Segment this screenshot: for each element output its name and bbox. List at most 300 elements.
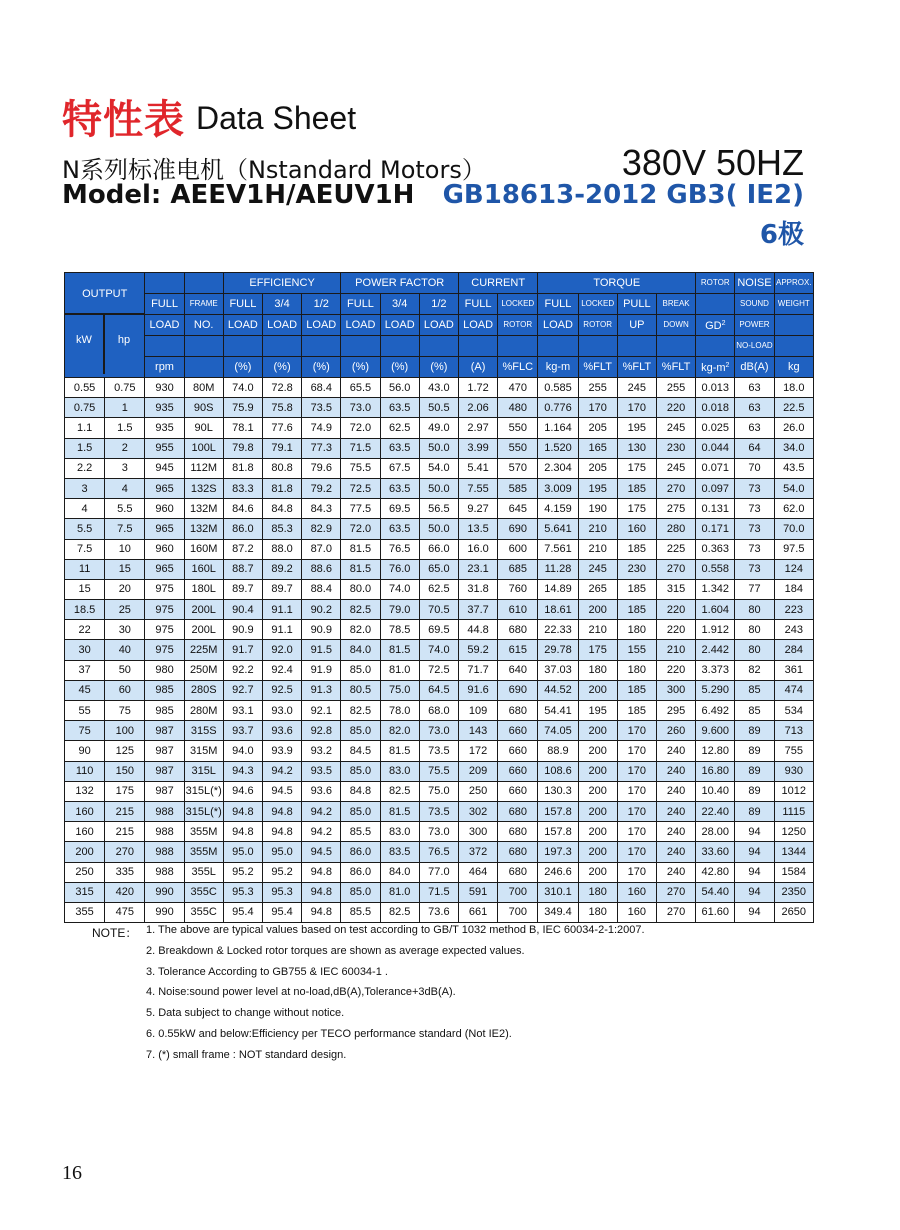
table-cell: 30 <box>65 640 105 660</box>
table-cell: 0.097 <box>696 478 735 498</box>
table-cell: 75 <box>105 701 145 721</box>
table-cell: 215 <box>105 801 145 821</box>
table-cell: 16.0 <box>458 539 497 559</box>
table-cell: 68.4 <box>302 378 341 398</box>
header-down: DOWN <box>656 315 695 336</box>
table-cell: 76.5 <box>380 539 419 559</box>
header-blank <box>774 336 813 357</box>
table-cell: 18.61 <box>538 600 578 620</box>
table-cell: 125 <box>105 741 145 761</box>
table-cell: 172 <box>458 741 497 761</box>
table-cell: 0.55 <box>65 378 105 398</box>
table-cell: 990 <box>145 902 184 922</box>
note-item: 7. (*) small frame : NOT standard design. <box>146 1048 347 1061</box>
table-cell: 88.9 <box>538 741 578 761</box>
table-cell: 4 <box>105 478 145 498</box>
table-cell: 93.5 <box>302 761 341 781</box>
unit-hp: hp <box>117 334 131 346</box>
table-cell: 170 <box>617 781 656 801</box>
table-cell: 95.4 <box>223 902 262 922</box>
table-row <box>65 398 814 418</box>
notes-list <box>146 924 645 1070</box>
table-cell: 220 <box>656 398 695 418</box>
table-cell: 80 <box>735 640 774 660</box>
table-cell: 265 <box>578 579 617 599</box>
table-cell: 132S <box>184 478 223 498</box>
table-cell: 155 <box>617 640 656 660</box>
table-cell: 987 <box>145 721 184 741</box>
table-cell: 49.0 <box>419 418 458 438</box>
table-cell: 94.8 <box>302 882 341 902</box>
table-cell: 73.0 <box>341 398 380 418</box>
header-blank <box>656 336 695 357</box>
table-cell: 980 <box>145 660 184 680</box>
table-cell: 87.0 <box>302 539 341 559</box>
table-cell: 955 <box>145 438 184 458</box>
kgm2-superscript: 2 <box>725 362 730 369</box>
table-cell: 760 <box>498 579 538 599</box>
table-cell: 184 <box>774 579 813 599</box>
table-cell: 275 <box>656 499 695 519</box>
table-cell: 73.5 <box>302 398 341 418</box>
table-cell: 960 <box>145 499 184 519</box>
table-cell: 300 <box>656 680 695 700</box>
table-cell: 13.5 <box>458 519 497 539</box>
table-cell: 209 <box>458 761 497 781</box>
table-cell: 43.5 <box>774 458 813 478</box>
table-cell: 945 <box>145 458 184 478</box>
output-divider <box>64 313 144 315</box>
table-cell: 200L <box>184 600 223 620</box>
table-cell: 355M <box>184 842 223 862</box>
table-cell: 64.5 <box>419 680 458 700</box>
table-cell: 2.97 <box>458 418 497 438</box>
table-cell: 300 <box>458 822 497 842</box>
table-cell: 83.5 <box>380 842 419 862</box>
table-row <box>65 458 814 478</box>
table-row <box>65 781 814 801</box>
table-cell: 50.0 <box>419 519 458 539</box>
table-cell: 93.2 <box>302 741 341 761</box>
table-cell: 84.3 <box>302 499 341 519</box>
table-cell: 79.1 <box>262 438 301 458</box>
table-cell: 81.5 <box>380 801 419 821</box>
table-row <box>65 519 814 539</box>
table-cell: 90 <box>65 741 105 761</box>
table-cell: 255 <box>656 378 695 398</box>
table-cell: 1584 <box>774 862 813 882</box>
table-cell: 85.0 <box>341 721 380 741</box>
table-cell: 1.5 <box>65 438 105 458</box>
table-cell: 91.9 <box>302 660 341 680</box>
table-cell: 600 <box>498 539 538 559</box>
table-cell: 94.5 <box>302 842 341 862</box>
table-cell: 63 <box>735 418 774 438</box>
table-row <box>65 418 814 438</box>
table-cell: 95.0 <box>262 842 301 862</box>
table-cell: 75.9 <box>223 398 262 418</box>
table-cell: 240 <box>656 801 695 821</box>
table-cell: 93.9 <box>262 741 301 761</box>
header-rotor: ROTOR <box>696 273 735 294</box>
table-cell: 71.7 <box>458 660 497 680</box>
table-cell: 210 <box>578 519 617 539</box>
table-cell: 74.0 <box>419 640 458 660</box>
table-cell: 185 <box>617 478 656 498</box>
table-cell: 7.5 <box>105 519 145 539</box>
header-blank <box>223 336 262 357</box>
table-row <box>65 499 814 519</box>
table-cell: 355C <box>184 902 223 922</box>
table-cell: 470 <box>498 378 538 398</box>
table-cell: 71.5 <box>341 438 380 458</box>
table-cell: 67.5 <box>380 458 419 478</box>
table-cell: 985 <box>145 701 184 721</box>
table-cell: 200 <box>578 822 617 842</box>
table-cell: 62.5 <box>380 418 419 438</box>
table-cell: 56.0 <box>380 378 419 398</box>
table-cell: 180 <box>617 620 656 640</box>
table-cell: 83.3 <box>223 478 262 498</box>
table-row <box>65 660 814 680</box>
unit-flt: %FLT <box>656 357 695 378</box>
table-cell: 180 <box>617 660 656 680</box>
table-cell: 474 <box>774 680 813 700</box>
note-item: 3. Tolerance According to GB755 & IEC 60034-1 . <box>146 965 388 978</box>
table-cell: 14.89 <box>538 579 578 599</box>
table-cell: 475 <box>105 902 145 922</box>
table-cell: 245 <box>656 418 695 438</box>
table-cell: 80M <box>184 378 223 398</box>
table-cell: 22.5 <box>774 398 813 418</box>
table-cell: 50.0 <box>419 478 458 498</box>
table-row <box>65 378 814 398</box>
table-cell: 1250 <box>774 822 813 842</box>
table-cell: 40 <box>105 640 145 660</box>
header-locked: LOCKED <box>498 294 538 315</box>
table-cell: 22.33 <box>538 620 578 640</box>
header-blank <box>184 357 223 378</box>
table-cell: 175 <box>578 640 617 660</box>
table-cell: 94.5 <box>262 781 301 801</box>
table-cell: 2.06 <box>458 398 497 418</box>
table-cell: 0.025 <box>696 418 735 438</box>
table-cell: 85 <box>735 701 774 721</box>
unit-kgm: kg-m <box>538 357 578 378</box>
table-cell: 349.4 <box>538 902 578 922</box>
table-cell: 72.5 <box>419 660 458 680</box>
table-cell: 200 <box>578 721 617 741</box>
table-cell: 170 <box>578 398 617 418</box>
table-cell: 210 <box>578 539 617 559</box>
table-cell: 210 <box>656 640 695 660</box>
table-cell: 5.5 <box>105 499 145 519</box>
table-cell: 660 <box>498 741 538 761</box>
table-cell: 550 <box>498 438 538 458</box>
table-cell: 93.6 <box>302 781 341 801</box>
voltage-label: 380V 50HZ <box>621 142 804 183</box>
table-cell: 82.0 <box>380 721 419 741</box>
table-cell: 73 <box>735 499 774 519</box>
table-cell: 205 <box>578 418 617 438</box>
table-cell: 255 <box>578 378 617 398</box>
table-cell: 63 <box>735 398 774 418</box>
header-weight: APPROX. <box>774 273 813 294</box>
table-cell: 59.2 <box>458 640 497 660</box>
table-cell: 975 <box>145 600 184 620</box>
table-cell: 160 <box>617 902 656 922</box>
table-cell: 988 <box>145 822 184 842</box>
table-cell: 82.0 <box>341 620 380 640</box>
header-full: FULL <box>341 294 380 315</box>
table-cell: 94.2 <box>302 822 341 842</box>
header-three-quarter: 3/4 <box>380 294 419 315</box>
note-item: 2. Breakdown & Locked rotor torques are shown as average expected values. <box>146 944 525 957</box>
table-cell: 225M <box>184 640 223 660</box>
table-cell: 43.0 <box>419 378 458 398</box>
table-cell: 240 <box>656 842 695 862</box>
table-cell: 95.2 <box>223 862 262 882</box>
table-cell: 84.0 <box>380 862 419 882</box>
table-cell: 94.8 <box>262 801 301 821</box>
table-cell: 165 <box>578 438 617 458</box>
table-cell: 315L(*) <box>184 781 223 801</box>
header-blank <box>380 336 419 357</box>
table-cell: 170 <box>617 398 656 418</box>
table-cell: 0.75 <box>65 398 105 418</box>
table-cell: 6.492 <box>696 701 735 721</box>
table-cell: 86.0 <box>223 519 262 539</box>
unit-flt: %FLT <box>617 357 656 378</box>
table-cell: 85.0 <box>341 801 380 821</box>
table-cell: 280S <box>184 680 223 700</box>
table-cell: 464 <box>458 862 497 882</box>
table-cell: 5.290 <box>696 680 735 700</box>
header-full: FULL <box>458 294 497 315</box>
table-cell: 4 <box>65 499 105 519</box>
table-cell: 7.561 <box>538 539 578 559</box>
unit-flt: %FLT <box>578 357 617 378</box>
table-cell: 660 <box>498 721 538 741</box>
table-cell: 94 <box>735 902 774 922</box>
table-cell: 93.0 <box>262 701 301 721</box>
table-cell: 94.2 <box>302 801 341 821</box>
table-cell: 85.5 <box>341 822 380 842</box>
table-cell: 15 <box>105 559 145 579</box>
table-cell: 92.8 <box>302 721 341 741</box>
table-cell: 33.60 <box>696 842 735 862</box>
table-cell: 84.8 <box>262 499 301 519</box>
table-row <box>65 842 814 862</box>
table-cell: 1.342 <box>696 579 735 599</box>
table-cell: 310.1 <box>538 882 578 902</box>
table-cell: 1.72 <box>458 378 497 398</box>
table-cell: 185 <box>617 680 656 700</box>
table-cell: 91.6 <box>458 680 497 700</box>
table-cell: 250M <box>184 660 223 680</box>
table-cell: 685 <box>498 559 538 579</box>
table-cell: 170 <box>617 801 656 821</box>
table-cell: 200 <box>578 741 617 761</box>
header-power: POWER <box>735 315 774 336</box>
table-cell: 160M <box>184 539 223 559</box>
header-load: LOAD <box>145 315 184 336</box>
table-cell: 480 <box>498 398 538 418</box>
table-cell: 700 <box>498 902 538 922</box>
table-cell: 200 <box>578 781 617 801</box>
table-cell: 28.00 <box>696 822 735 842</box>
table-cell: 2.304 <box>538 458 578 478</box>
table-cell: 94.8 <box>223 822 262 842</box>
table-cell: 200 <box>578 761 617 781</box>
table-cell: 315 <box>656 579 695 599</box>
table-cell: 88.7 <box>223 559 262 579</box>
table-row <box>65 478 814 498</box>
table-cell: 965 <box>145 478 184 498</box>
table-cell: 240 <box>656 741 695 761</box>
table-row <box>65 862 814 882</box>
table-cell: 315S <box>184 721 223 741</box>
table-cell: 85 <box>735 680 774 700</box>
standard-label: GB18613-2012 GB3( IE2) <box>442 180 804 210</box>
table-cell: 81.0 <box>380 660 419 680</box>
table-cell: 570 <box>498 458 538 478</box>
table-cell: 73 <box>735 559 774 579</box>
unit-dba: dB(A) <box>735 357 774 378</box>
table-cell: 60 <box>105 680 145 700</box>
table-cell: 160L <box>184 559 223 579</box>
table-cell: 645 <box>498 499 538 519</box>
table-cell: 86.0 <box>341 842 380 862</box>
table-cell: 1 <box>105 398 145 418</box>
table-cell: 315M <box>184 741 223 761</box>
table-cell: 0.171 <box>696 519 735 539</box>
table-cell: 37 <box>65 660 105 680</box>
header-load: LOAD <box>458 315 497 336</box>
header-blank <box>696 294 735 315</box>
header-load: LOAD <box>341 315 380 336</box>
header-current: CURRENT <box>458 273 537 294</box>
table-cell: 990 <box>145 882 184 902</box>
table-cell: 200L <box>184 620 223 640</box>
table-cell: 92.7 <box>223 680 262 700</box>
header-blank <box>341 336 380 357</box>
table-cell: 170 <box>617 842 656 862</box>
table-cell: 92.5 <box>262 680 301 700</box>
table-cell: 85.5 <box>341 902 380 922</box>
table-cell: 591 <box>458 882 497 902</box>
table-cell: 11 <box>65 559 105 579</box>
table-cell: 12.80 <box>696 741 735 761</box>
table-cell: 175 <box>617 458 656 478</box>
table-cell: 243 <box>774 620 813 640</box>
table-cell: 250 <box>458 781 497 801</box>
table-cell: 250 <box>65 862 105 882</box>
table-cell: 3 <box>105 458 145 478</box>
gd-superscript: 2 <box>721 320 726 327</box>
unit-pct: (%) <box>341 357 380 378</box>
table-cell: 94.8 <box>262 822 301 842</box>
table-cell: 245 <box>578 559 617 579</box>
table-cell: 965 <box>145 559 184 579</box>
table-cell: 195 <box>578 701 617 721</box>
table-cell: 94.0 <box>223 741 262 761</box>
table-cell: 0.071 <box>696 458 735 478</box>
header-rotor-sub: ROTOR <box>498 315 538 336</box>
table-cell: 160 <box>65 822 105 842</box>
table-cell: 0.044 <box>696 438 735 458</box>
table-cell: 1.1 <box>65 418 105 438</box>
table-row <box>65 559 814 579</box>
table-cell: 50.0 <box>419 438 458 458</box>
table-cell: 755 <box>774 741 813 761</box>
unit-kgm2 <box>696 357 735 378</box>
table-cell: 0.776 <box>538 398 578 418</box>
data-sheet-table <box>64 272 814 923</box>
header-blank <box>696 336 735 357</box>
table-cell: 2 <box>105 438 145 458</box>
table-cell: 75.0 <box>380 680 419 700</box>
table-cell: 90L <box>184 418 223 438</box>
table-cell: 78.5 <box>380 620 419 640</box>
table-cell: 175 <box>105 781 145 801</box>
output-split-line <box>103 314 105 374</box>
table-cell: 81.5 <box>380 741 419 761</box>
table-cell: 91.1 <box>262 620 301 640</box>
header-half: 1/2 <box>419 294 458 315</box>
header-blank <box>538 336 578 357</box>
table-cell: 74.0 <box>380 579 419 599</box>
table-cell: 713 <box>774 721 813 741</box>
table-cell: 988 <box>145 842 184 862</box>
table-cell: 284 <box>774 640 813 660</box>
table-cell: 85.3 <box>262 519 301 539</box>
table-cell: 270 <box>656 559 695 579</box>
table-cell: 230 <box>656 438 695 458</box>
table-cell: 92.4 <box>262 660 301 680</box>
table-cell: 63.5 <box>380 519 419 539</box>
header-sound: SOUND <box>735 294 774 315</box>
table-cell: 680 <box>498 701 538 721</box>
table-row <box>65 539 814 559</box>
table-cell: 270 <box>105 842 145 862</box>
title-cn: 特性表 <box>62 97 185 143</box>
unit-pct: (%) <box>380 357 419 378</box>
table-cell: 205 <box>578 458 617 478</box>
table-cell: 4.159 <box>538 499 578 519</box>
header-rotor-sub: ROTOR <box>578 315 617 336</box>
table-cell: 94.6 <box>223 781 262 801</box>
table-row <box>65 579 814 599</box>
table-cell: 70 <box>735 458 774 478</box>
unit-rpm: rpm <box>145 357 184 378</box>
table-cell: 89 <box>735 801 774 821</box>
table-cell: 81.5 <box>341 539 380 559</box>
header-blank <box>774 315 813 336</box>
table-cell: 335 <box>105 862 145 882</box>
table-cell: 5.641 <box>538 519 578 539</box>
table-cell: 15 <box>65 579 105 599</box>
table-cell: 680 <box>498 862 538 882</box>
table-cell: 270 <box>656 882 695 902</box>
table-cell: 661 <box>458 902 497 922</box>
table-cell: 81.8 <box>262 478 301 498</box>
page-number: 16 <box>62 1162 82 1184</box>
table-cell: 84.5 <box>341 741 380 761</box>
table-cell: 73 <box>735 519 774 539</box>
header-load: LOAD <box>302 315 341 336</box>
table-cell: 130 <box>617 438 656 458</box>
